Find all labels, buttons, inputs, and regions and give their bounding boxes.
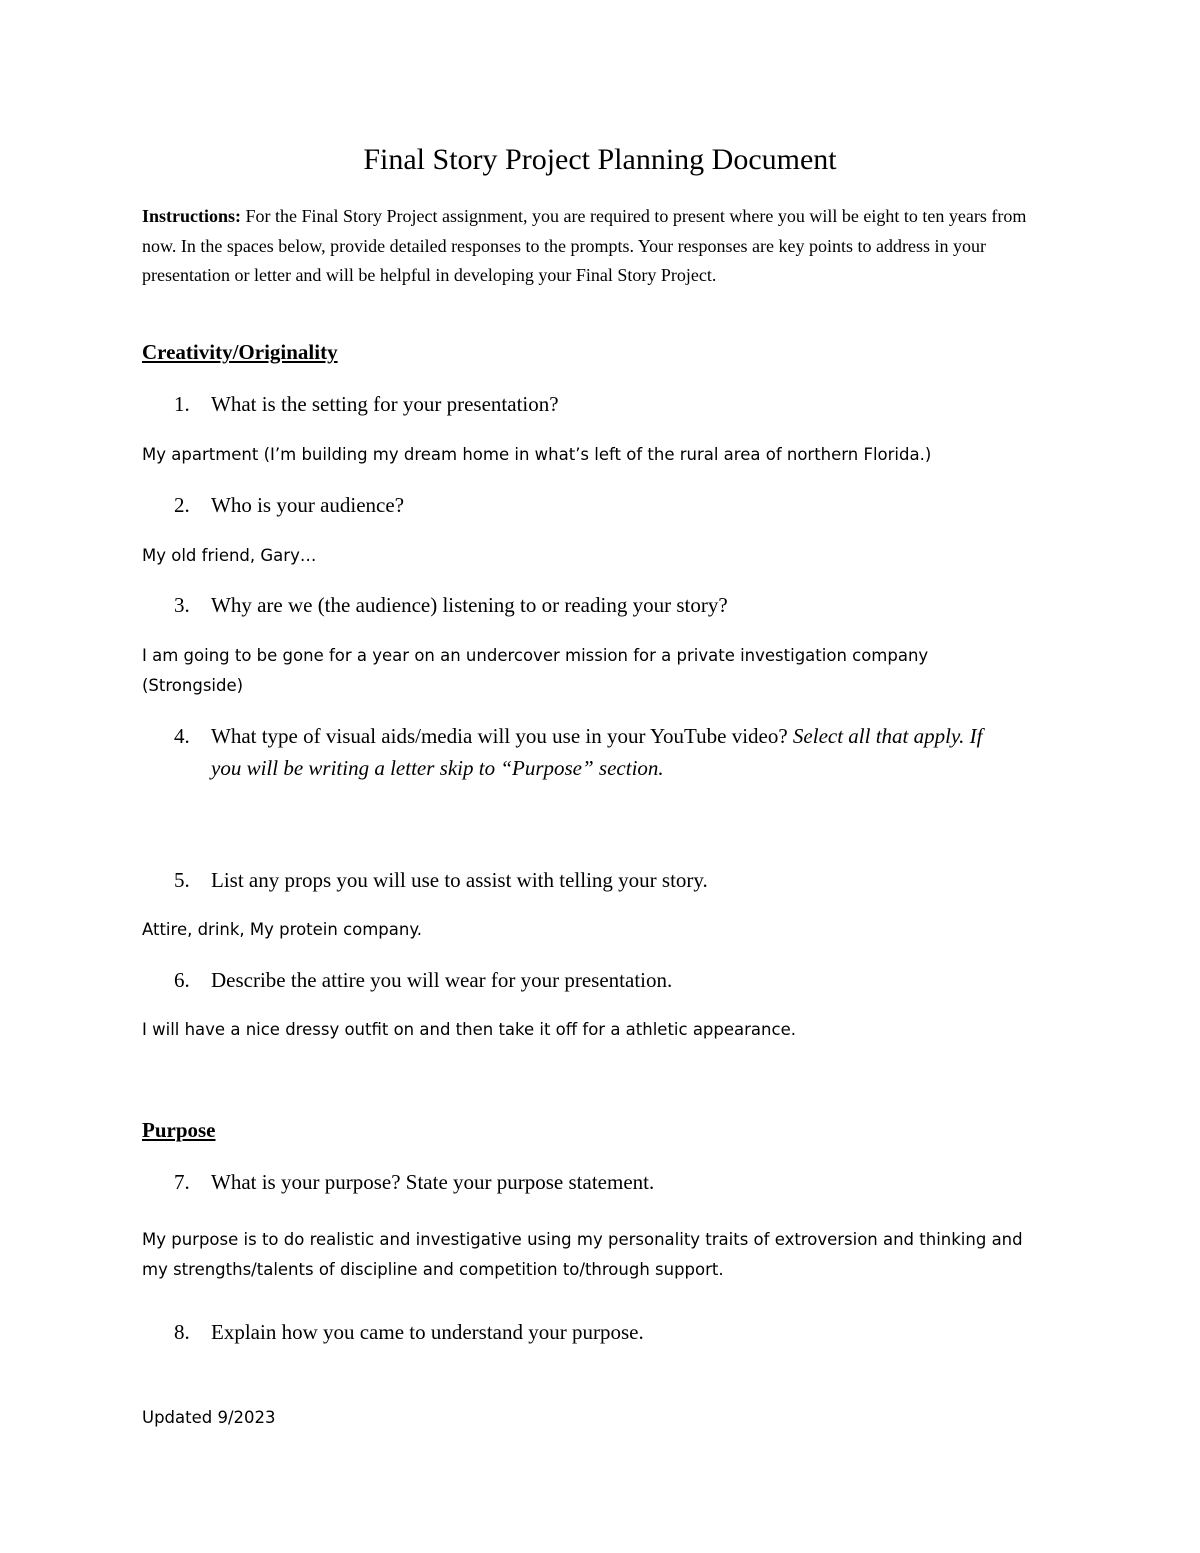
footer-updated: Updated 9/2023 [142, 1408, 276, 1427]
answer-6: I will have a nice dressy outfit on and then take it off for a athletic appearance. [142, 1020, 796, 1039]
question-instruction: Select all that apply. If you will be writing a letter skip to “Purpose” section. [211, 724, 983, 780]
question-text: Who is your audience? [211, 493, 405, 517]
section-heading-creativity: Creativity/Originality [142, 340, 338, 364]
question-number: 2. [174, 493, 190, 517]
question-5 [174, 864, 1014, 896]
document-title: Final Story Project Planning Document [363, 143, 837, 176]
question-text: Describe the attire you will wear for your presentation. [211, 968, 673, 992]
answer-7: My purpose is to do realistic and investigative using my personality traits of extroversion and thinking and my strengths/talents of discipline and competition to/through support. [142, 1230, 1023, 1279]
question-number: 3. [174, 593, 190, 617]
question-4 [174, 720, 1014, 784]
question-number: 6. [174, 968, 190, 992]
question-text: Why are we (the audience) listening to or reading your story? [211, 593, 728, 617]
question-1 [174, 388, 1014, 420]
question-text: What is the setting for your presentation? [211, 392, 559, 416]
section-heading-purpose: Purpose [142, 1118, 216, 1142]
answer-2: My old friend, Gary… [142, 546, 317, 565]
question-text: Explain how you came to understand your purpose. [211, 1320, 644, 1344]
question-text: What is your purpose? State your purpose statement. [211, 1170, 655, 1194]
question-3 [174, 589, 1014, 621]
question-2 [174, 489, 1014, 521]
question-8 [174, 1316, 1014, 1348]
instructions-text: For the Final Story Project assignment, you are required to present where you will be eight to ten years from now. In the spaces below, provide detailed responses to the prompts. Your responses are key points to address in your presentation or letter and will be helpful in developing your Final Story Project. [142, 206, 1027, 285]
answer-5: Attire, drink, My protein company. [142, 920, 423, 939]
question-number: 1. [174, 392, 190, 416]
question-number: 4. [174, 724, 190, 748]
question-6 [174, 964, 1014, 996]
question-number: 8. [174, 1320, 190, 1344]
question-number: 7. [174, 1170, 190, 1194]
question-text: List any props you will use to assist with telling your story. [211, 868, 708, 892]
instructions-label: Instructions: [142, 206, 242, 226]
question-number: 5. [174, 868, 190, 892]
instructions-paragraph [142, 202, 1057, 291]
question-7 [174, 1166, 1014, 1198]
question-text: What type of visual aids/media will you use in your YouTube video? [211, 724, 793, 748]
answer-1: My apartment (I’m building my dream home in what’s left of the rural area of northern Florida.) [142, 445, 932, 464]
answer-3: I am going to be gone for a year on an undercover mission for a private investigation company (Strongside) [142, 646, 929, 695]
